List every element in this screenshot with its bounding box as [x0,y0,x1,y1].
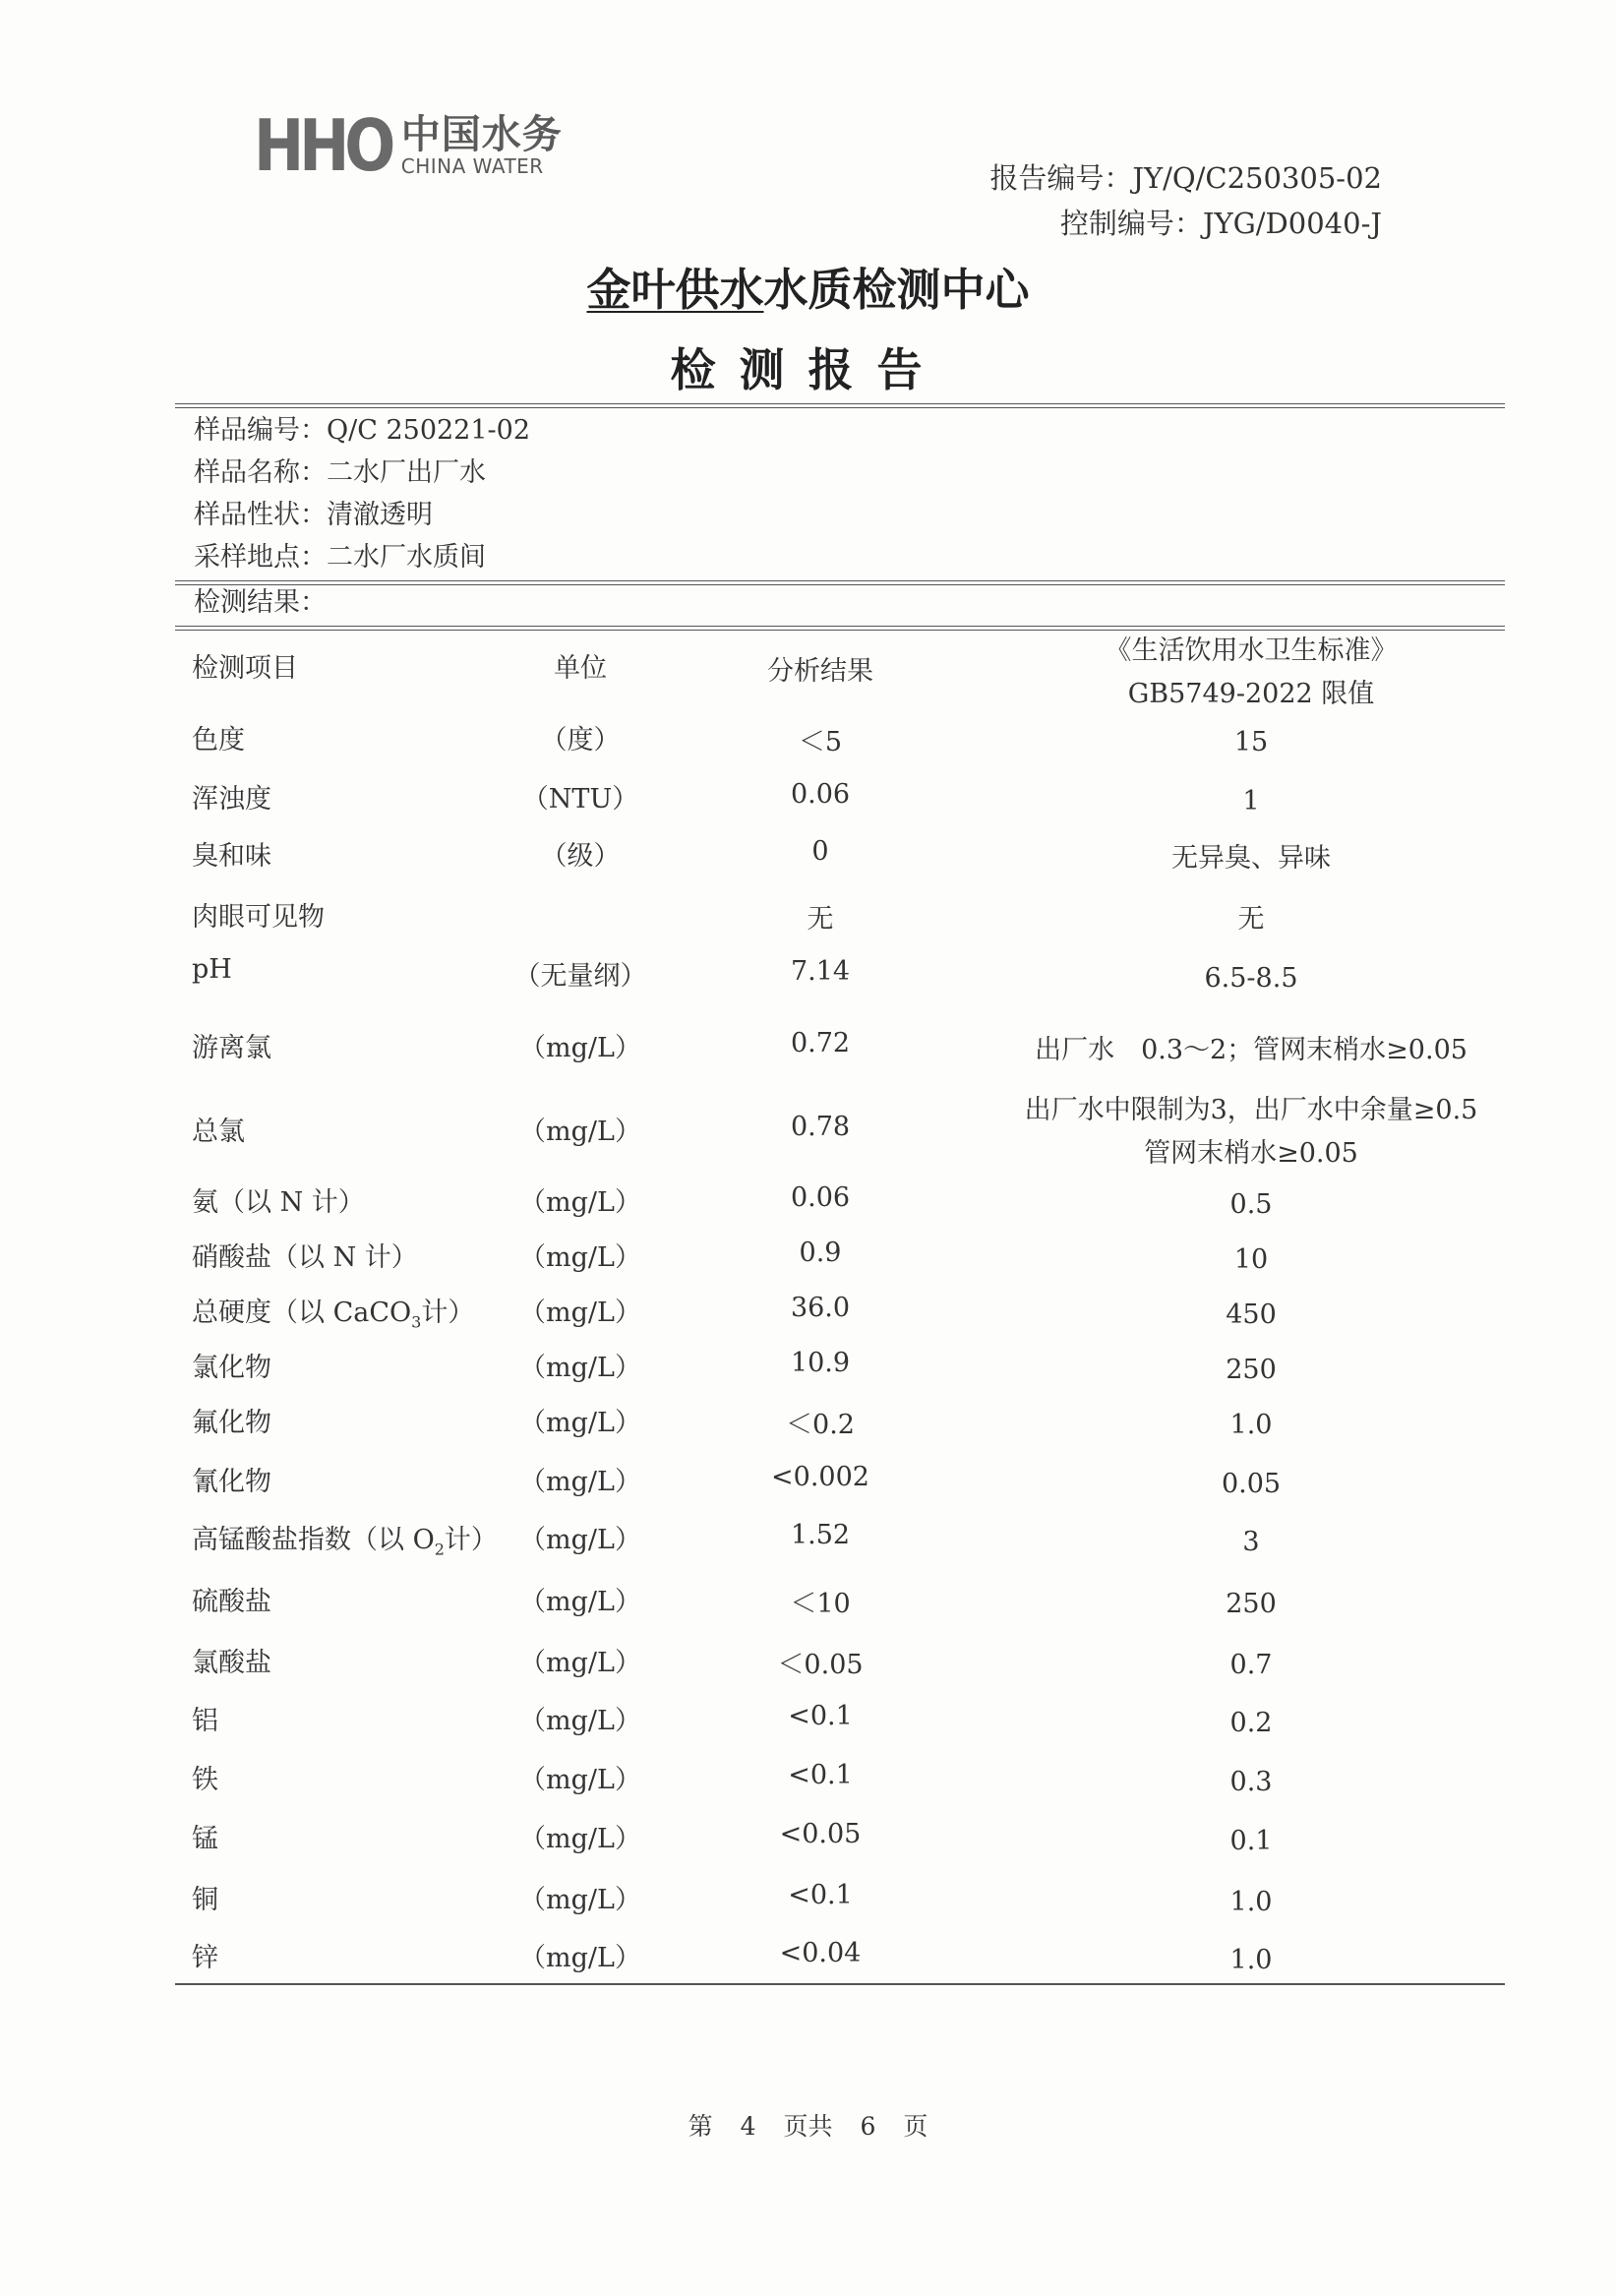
row-item [192,1401,271,1439]
page-footer [0,2107,1616,2143]
row-unit-text: （mg/L） [519,1587,641,1617]
row-item-text: 氰化物 [192,1467,271,1497]
row-unit-text: （mg/L） [519,1885,641,1915]
row-item [192,1110,245,1148]
header-limit-line1: 《生活饮用水卫生标准》 [1105,635,1398,666]
row-limit-text [1230,1404,1273,1447]
row-limit-line1: 450 [1226,1299,1277,1330]
row-result-text: 0.78 [790,1112,851,1142]
row-limit-line1: 0.1 [1229,1826,1273,1856]
row-result-text: 0.72 [790,1028,851,1058]
row-limit-line1: 1 [1242,786,1260,816]
row-unit-text: （mg/L） [519,1824,641,1854]
row-limit-line1: 出厂水中限制为3，出厂水中余量≥0.5 [1024,1095,1478,1125]
sample-number: 样品编号：Q/C 250221-02 [194,415,531,446]
row-limit-line1: 0.5 [1229,1189,1273,1220]
row-item [192,1291,474,1331]
row-result-text: 36.0 [790,1293,851,1323]
row-unit-text: （mg/L） [519,1298,641,1328]
row-item [192,1878,218,1916]
row-item-text: 铜 [192,1885,218,1915]
row-item-text: 色度 [192,725,245,755]
row-limit-line1: 0.7 [1229,1650,1273,1680]
row-unit-text: （无量纲） [513,961,647,992]
row-limit-text [1171,837,1331,880]
row-limit-text [1242,780,1259,823]
row-unit-text: （级） [540,841,621,872]
organization-title-rest: 水质检测中心 [763,264,1030,316]
row-unit-text: （mg/L） [519,1353,641,1383]
row-result-text: 0.06 [790,1182,851,1213]
row-item [192,834,271,873]
row-item-text: pH [192,954,232,985]
row-unit-text: （mg/L） [519,1117,641,1147]
row-limit-line1: 3 [1242,1527,1260,1557]
row-limit-line1: 250 [1226,1589,1277,1619]
row-result-text: ＜0.2 [786,1410,855,1440]
footer-p2: 页共 [783,2112,833,2141]
row-item [192,954,232,985]
row-unit-text: （mg/L） [519,1408,641,1438]
row-unit-text: （NTU） [521,784,639,815]
row-item-text: 肉眼可见物 [192,902,325,933]
row-item-text: 游离氯 [192,1033,271,1063]
row-limit-line1: 1.0 [1229,1410,1273,1440]
footer-current-page: 4 [740,2112,756,2141]
row-unit-text: （mg/L） [519,1242,641,1273]
row-limit-text [1222,1463,1281,1506]
sample-state: 样品性状：清澈透明 [194,500,433,530]
row-limit-line1: 0.2 [1229,1708,1273,1738]
row-item [192,1236,418,1274]
row-item [192,1580,271,1618]
divider-mid [175,580,1505,585]
row-item [192,1180,365,1219]
row-result-text: <0.002 [771,1462,869,1492]
row-limit-line1: 0.05 [1221,1469,1282,1499]
row-limit-text [1242,1521,1259,1564]
row-item-text: 氯化物 [192,1353,271,1383]
row-limit-text [1035,1029,1467,1072]
organization-title [0,254,1616,318]
row-result-text: <0.1 [788,1880,853,1910]
row-unit-text: （mg/L） [519,1765,641,1795]
row-limit-text [1230,1702,1273,1745]
header-item: 检测项目 [192,653,298,684]
row-item-text: 总氯 [192,1117,245,1147]
row-limit-line1: 250 [1226,1355,1277,1385]
row-result-text: ＜5 [798,727,843,757]
report-number: 报告编号：JY/Q/C250305-02 [989,161,1382,195]
row-item-text: 硫酸盐 [192,1587,271,1617]
row-item [192,1346,271,1384]
row-result-text: 0.9 [799,1238,842,1268]
row-item [192,777,271,816]
row-limit-line2: 管网末梢水≥0.05 [1144,1138,1358,1169]
row-item-text: 氯酸盐 [192,1648,271,1678]
row-item-subscript: 3 [411,1312,422,1332]
company-logo [254,104,563,187]
sample-name: 样品名称：二水厂出厂水 [194,457,486,488]
row-limit-text [1204,957,1297,1000]
header-unit: 单位 [554,653,607,684]
row-item [192,1460,271,1498]
header-limit-line2: GB5749-2022 限值 [1127,679,1375,709]
row-result-text: 无 [807,904,834,935]
row-unit-text: （mg/L） [519,1525,641,1555]
row-result-text: <0.04 [779,1938,862,1968]
row-item-text: 硝酸盐（以 N 计） [192,1242,418,1273]
row-unit-text: （mg/L） [519,1033,641,1063]
row-limit-line1: 1.0 [1229,1887,1273,1917]
row-item [192,1936,218,1974]
row-unit-text: （度） [540,725,621,755]
row-result-text: ＜0.05 [777,1650,864,1680]
row-item-text: 铝 [192,1706,218,1736]
row-item [192,1518,498,1558]
row-limit-text [1230,1761,1273,1804]
row-limit-line1: 无异臭、异味 [1171,843,1331,874]
row-item-tail: 计） [444,1525,498,1555]
row-limit-text [1226,1349,1277,1392]
row-result-text: <0.1 [788,1701,853,1731]
row-item [192,1817,218,1855]
row-result-text: 7.14 [790,956,851,987]
row-limit-text [1230,1820,1273,1863]
row-limit-line1: 无 [1237,904,1265,935]
row-item-text: 浑浊度 [192,784,271,815]
row-item-text: 氨（以 N 计） [192,1187,365,1218]
row-unit-text: （mg/L） [519,1467,641,1497]
row-item [192,718,245,756]
row-item [192,1026,271,1064]
row-result-text: 1.52 [790,1520,851,1550]
row-limit-text [1230,1939,1273,1982]
row-result-text: 0 [811,836,829,867]
row-limit-text [1226,1294,1277,1337]
row-unit-text: （mg/L） [519,1648,641,1678]
row-limit-text [1230,1183,1273,1227]
row-limit-text [1234,1239,1268,1282]
footer-p1: 第 [688,2112,713,2141]
row-item-subscript: 2 [434,1540,445,1559]
row-item [192,895,325,934]
row-item-text: 铁 [192,1765,218,1795]
row-unit-text: （mg/L） [519,1187,641,1218]
row-result-text: ＜10 [790,1589,851,1619]
row-limit-text [1025,1089,1478,1176]
results-label: 检测结果： [194,587,327,618]
header-limit [1106,630,1398,716]
row-unit-text: （mg/L） [519,1943,641,1973]
row-item-text: 锌 [192,1943,218,1973]
row-unit-text: （mg/L） [519,1706,641,1736]
logo-cn: 中国水务 [400,112,563,157]
divider-table-bottom [175,1983,1505,1985]
row-result-text: <0.05 [779,1819,862,1849]
logo-text [400,112,563,178]
row-item-text: 总硬度（以 CaCO [192,1298,412,1328]
logo-mark: HHO [254,104,391,187]
row-item [192,1641,271,1679]
row-limit-line1: 出厂水 0.3～2；管网末梢水≥0.05 [1035,1035,1467,1065]
footer-p3: 页 [903,2112,928,2141]
row-result-text: <0.1 [788,1760,853,1790]
footer-total-pages: 6 [860,2112,876,2141]
row-item-text: 氟化物 [192,1408,271,1438]
row-limit-text [1230,1881,1273,1924]
logo-en: CHINA WATER [400,154,544,178]
report-title: 检测报告 [670,343,946,396]
organization-title-underlined: 金叶供水 [586,264,764,316]
row-item-text: 锰 [192,1824,218,1854]
row-item-text: 臭和味 [192,841,271,872]
row-item [192,1699,218,1737]
row-result-text: 0.06 [790,779,851,810]
row-limit-line1: 6.5-8.5 [1204,963,1298,994]
header-result: 分析结果 [767,656,873,687]
row-limit-line1: 0.3 [1229,1767,1273,1797]
row-limit-text [1238,898,1265,941]
row-limit-text [1226,1583,1277,1626]
row-limit-text [1234,721,1268,764]
row-item [192,1758,218,1796]
row-limit-text [1230,1644,1273,1687]
row-limit-line1: 15 [1233,727,1269,757]
row-result-text: 10.9 [790,1348,851,1378]
control-number: 控制编号：JYG/D0040-J [1059,207,1382,240]
sample-site: 采样地点：二水厂水质间 [194,542,486,573]
row-item-text: 高锰酸盐指数（以 O [192,1525,435,1555]
row-item-tail: 计） [421,1298,475,1328]
report-refs [989,155,1382,246]
row-limit-line1: 1.0 [1229,1945,1273,1975]
row-limit-line1: 10 [1233,1244,1269,1275]
